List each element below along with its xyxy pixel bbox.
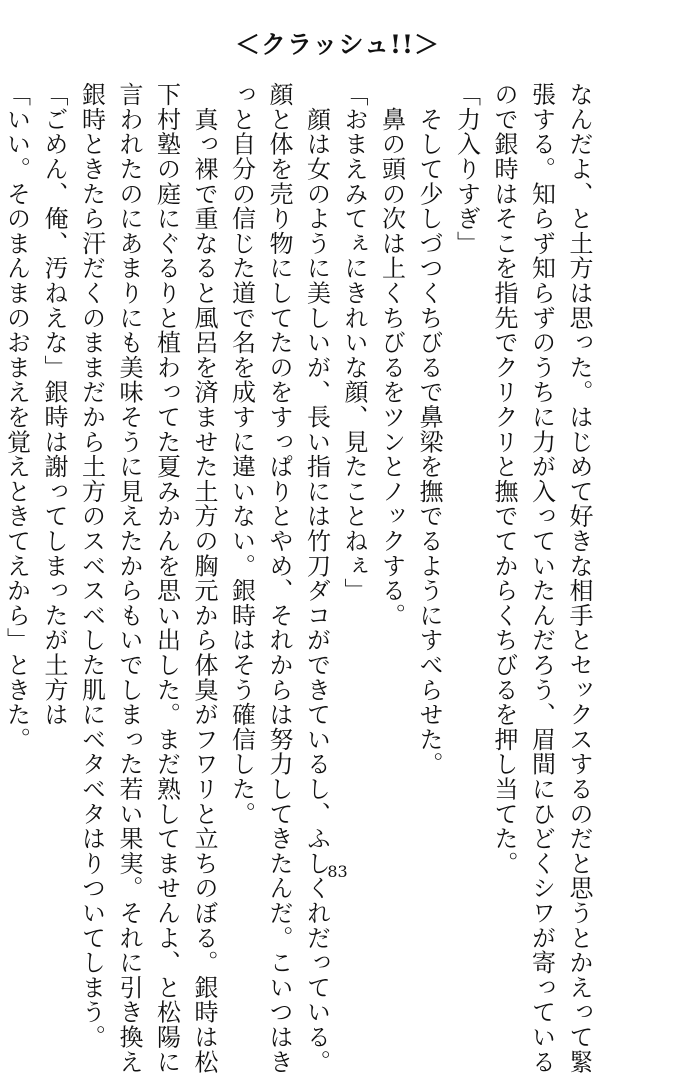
text-line: 「力入りすぎ」 <box>452 82 481 256</box>
text-line: なんだよ、と土方は思った。はじめて好きな相手とセックスするのだと思うとかえって緊 <box>565 82 593 1074</box>
text-line: 真っ裸で重なると風呂を済ませた土方の胸元から体臭がフワリと立ちのぼる。銀時は松 <box>190 82 218 1074</box>
text-line: 顔は女のように美しいが、長い指には竹刀ダコができているし、ふしくれだっている。 <box>302 82 331 1074</box>
page-number: 83 <box>327 862 348 881</box>
text-line: 言われたのにあまりにも美味そうに見えたからもいでしまった若い果実。それに引き換え <box>115 82 143 1074</box>
text-line: 張する。知らず知らずのうちに力が入っていたんだろう、眉間にひどくシワが寄っている <box>527 82 556 1074</box>
text-line: 顔と体を売り物にしてたのをすっぱりとやめ、それからは努力してきたんだ。こいつはき <box>265 82 293 1074</box>
text-line: 銀時ときたら汗だくのままだから土方のスベスベした肌にベタベタはりついてしまう。 <box>77 82 106 1050</box>
text-line: っと自分の信じた道で名を成すに違いない。銀時はそう確信した。 <box>227 82 256 826</box>
text-line: ので銀時はそこを指先でクリクリと撫でてからくちびるを押し当てた。 <box>490 82 518 876</box>
chapter-title: ＜クラッシュ!!＞ <box>235 30 440 59</box>
text-line: 「いい。そのまんまのおまえを覚えときてえから」ときた。 <box>2 82 31 752</box>
text-line: 下村塾の庭にぐるりと植わってた夏みかんを思い出した。まだ熟してませんよ、と松陽に <box>152 82 181 1074</box>
text-line: 「ごめん、俺、汚ねえな」銀時は謝ってしまったが土方は <box>40 82 68 727</box>
text-line: 「おまえみてぇにきれいな顔、見たことねぇ」 <box>340 82 368 603</box>
text-line: 鼻の頭の次は上くちびるをツンとノックする。 <box>377 82 406 628</box>
text-line: そして少しづつくちびるで鼻梁を撫でるようにすべらせた。 <box>415 82 443 777</box>
